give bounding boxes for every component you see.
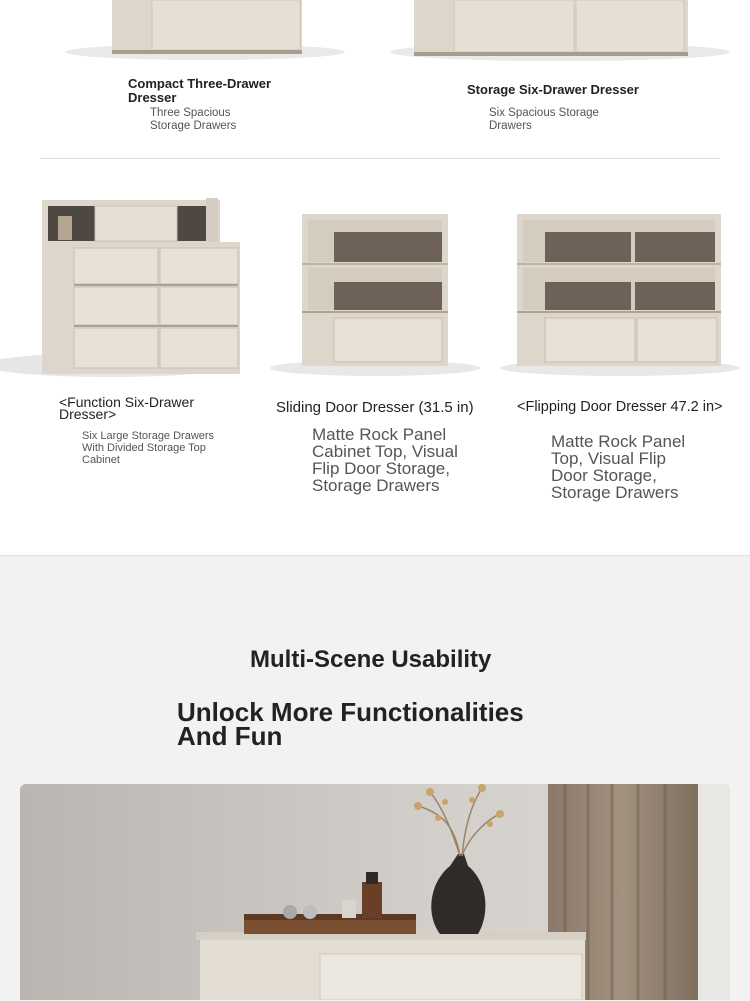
product-description: Three Spacious Storage Drawers <box>150 107 237 132</box>
storage-six-drawer-image <box>380 0 740 70</box>
lifestyle-photo <box>20 784 730 1000</box>
product-card-sliding-door[interactable] <box>260 190 490 520</box>
product-description: Matte Rock Panel Cabinet Top, Visual Flip Door Storage, Storage Drawers <box>312 425 458 495</box>
product-card-function-six-drawer[interactable] <box>0 190 260 480</box>
product-card-compact-three-drawer[interactable] <box>30 0 350 150</box>
sliding-door-dresser-image <box>260 190 490 380</box>
compact-three-drawer-image <box>30 0 350 70</box>
section-heading: Multi-Scene Usability <box>250 646 492 673</box>
product-card-storage-six-drawer[interactable] <box>380 0 740 150</box>
product-card-flipping-door[interactable] <box>495 190 750 510</box>
section-divider <box>40 158 720 159</box>
flipping-door-dresser-image <box>495 190 750 380</box>
product-description: Six Large Storage Drawers With Divided Storage Top Cabinet <box>82 430 215 466</box>
dresser-room-scene <box>20 784 730 1000</box>
product-description: Six Spacious Storage Drawers <box>489 107 599 132</box>
section-subheading: Unlock More Functionalities And Fun <box>177 697 524 751</box>
function-six-drawer-image <box>0 190 260 380</box>
product-title: Compact Three-Drawer Dresser <box>128 76 272 105</box>
product-title: <Flipping Door Dresser 47.2 in> <box>517 399 723 415</box>
product-description: Matte Rock Panel Top, Visual Flip Door Storage, Storage Drawers <box>551 432 686 502</box>
product-title: Storage Six-Drawer Dresser <box>467 82 639 97</box>
product-title: Sliding Door Dresser (31.5 in) <box>276 399 474 416</box>
product-title: <Function Six-Drawer Dresser> <box>59 394 194 422</box>
